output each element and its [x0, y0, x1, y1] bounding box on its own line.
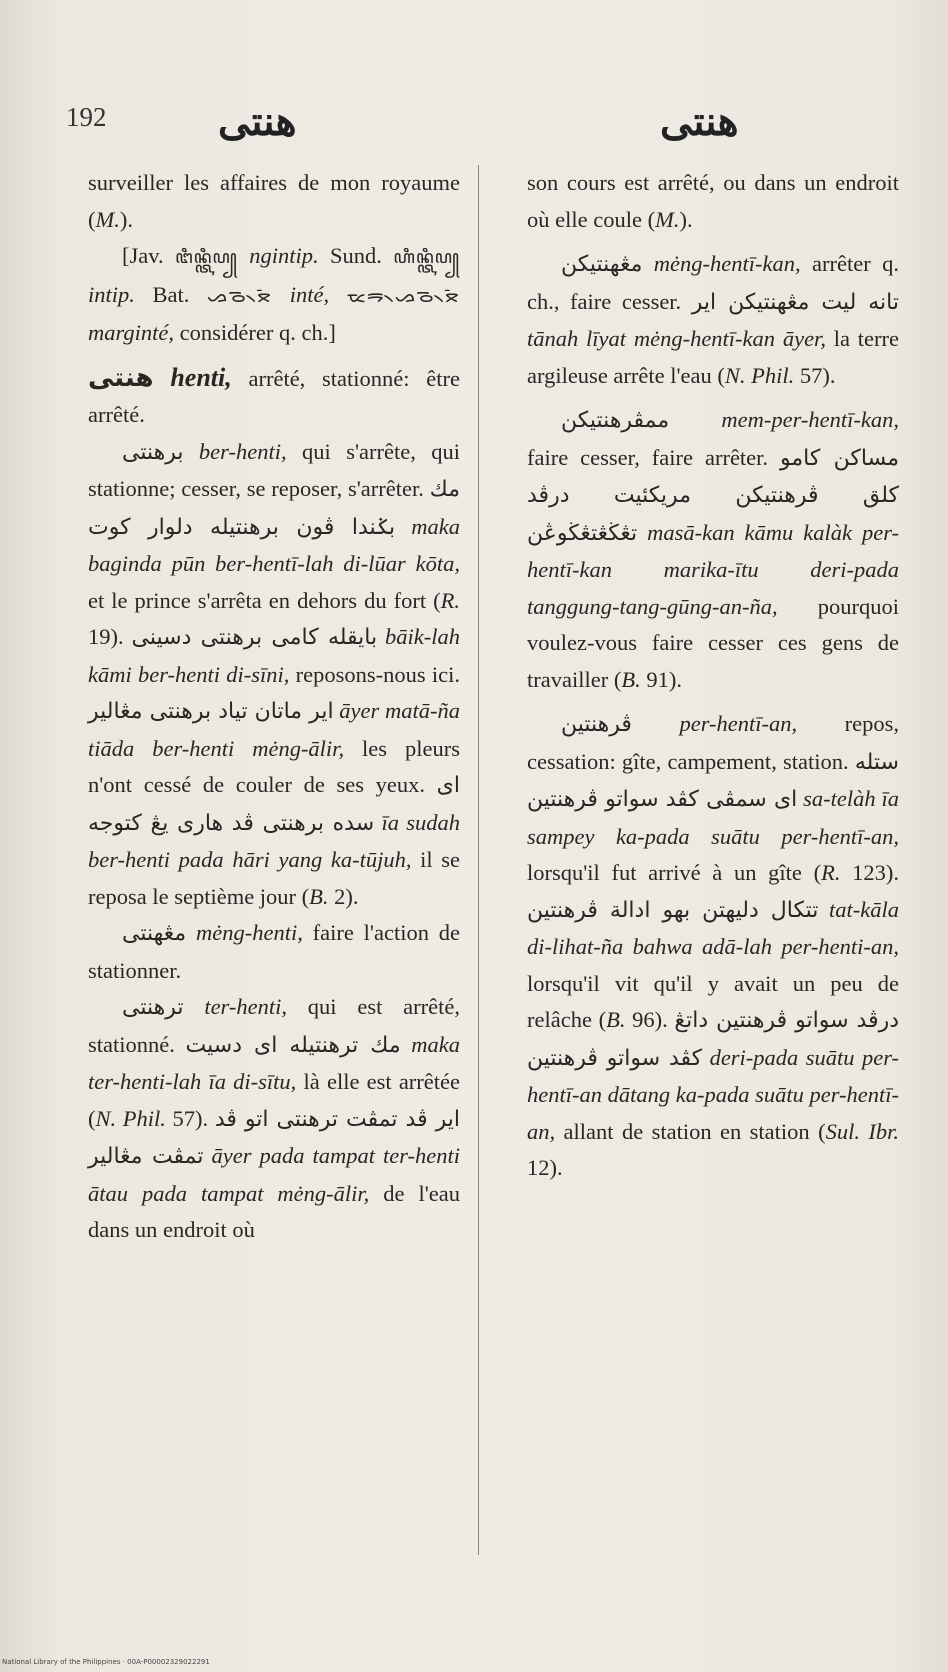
example-arabic: اى سده برهنتى ڤد هارى يڠ كتوجه	[88, 773, 461, 836]
headword-entry	[88, 360, 460, 434]
headword-transliteration: henti,	[170, 362, 232, 392]
left-column	[88, 165, 460, 1249]
example-arabic: اير ماتان تياد برهنتى مڠالير	[88, 699, 334, 724]
subentry-meng-henti: مڠهنتى mėng-henti, faire l'action de stationner.	[88, 920, 461, 983]
continued-entry: son cours est arrêté, ou dans un endroit où elle coule (M.).	[527, 170, 899, 232]
subentry-ter-henti: ترهنتى ter-henti, qui est arrêté, stationné. مك ترهنتيله اى دسيت maka ter-henti-lah īa di-sītu, là elle est arrêtée (N. Phil. 57). اير ڤد تمڤت ترهنتى اتو ڤد تمڤت مڠالير āyer pada tampat ter-henti ātau pada tampat mėng-ālir, de l'eau dans un endroit où	[88, 994, 461, 1242]
subentry-ber-henti: برهنتى ber-henti, qui s'arrête, qui stationne; cesser, se reposer, s'arrêter. مك بݢندا ڤون برهنتيله دلوار كوت maka baginda pūn ber-hentī-lah di-lūar kōta, et le prince s'arrêta en dehors du fort (R. 19). بايقله كامى برهنتى دسينى bāik-lah kāmi ber-henti di-sīni, reposons-nous ici. اير ماتان تياد برهنتى مڠالير āyer matā-ña tiāda ber-henti mėng-ālir, les pleurs n'ont cessé de couler de ses yeux. اى سده برهنتى ڤد هارى يڠ كتوجه īa sudah ber-henti pada hāri yang ka-tūjuh, il se reposa le septième jour (B. 2).	[88, 438, 461, 909]
example-arabic: تانه ليت مڠهنتيكن اير	[691, 289, 899, 315]
running-head-right: هنتى	[660, 99, 739, 144]
subentry-mem-per-henti-kan: ممڤرهنتيكن mem-per-hentī-kan, faire cesser, faire arrêter. مساكن كامو كلق ڤرهنتيكن مريكئيت درڤد تڠڬڠتڠڬوڠن masā-kan kāmu kalàk per-hentī-kan marika-ītu deri-pada tanggung-tang-gūng-an-ña, pourquoi voulez-vous faire cesser ces gens de travailler (B. 91).	[527, 407, 900, 692]
example-arabic: مك بݢندا ڤون برهنتيله دلوار كوت	[88, 477, 460, 540]
javanese-script: ꦔꦶꦤ꧀ꦠꦶꦥ꧀	[175, 247, 238, 268]
subentry-meng-henti-kan: مڠهنتيكن mėng-hentī-kan, arrêter q. ch., faire cesser. تانه ليت مڠهنتيكن اير tānah līyat mėng-hentī-kan āyer, la terre argileuse arrête l'eau (N. Phil. 57).	[527, 251, 900, 388]
page-number: 192	[66, 102, 107, 132]
headword-arabic: هنتى	[88, 362, 154, 393]
subentry-per-henti-an: ڤرهنتين per-hentī-an, repos, cessation: gîte, campement, station. ستله اى سمڤى كڤد سواتو ڤرهنتين sa-telàh īa sampey ka-pada suātu per-hentī-an, lorsqu'il fut arrivé à un gîte (R. 123). تتكال دليهتن بهو ادالة ڤرهنتين tat-kāla di-lihat-ña bahwa adā-lah per-henti-an, lorsqu'il vit qu'il y avait un peu de relâche (B. 96). درڤد سواتو ڤرهنتين داتڠ كڤد سواتو ڤرهنتين deri-pada suātu per-hentī-an dātang ka-pada suātu per-hentī-an, allant de station en station (Sul. Ibr. 12).	[527, 711, 900, 1180]
right-column	[527, 165, 899, 1187]
batak-script: ᯀᯉ᯲ᯖᯩ	[206, 285, 273, 307]
scan-footer: National Library of the Philippines · 00A-P00002329022291	[2, 1658, 210, 1666]
example-arabic: اير ڤد تمڤت ترهنتى اتو ڤد تمڤت مڠالير	[88, 1106, 461, 1169]
example-arabic: ستله اى سمڤى كڤد سواتو ڤرهنتين	[527, 749, 899, 812]
example-arabic: بايقله كامى برهنتى دسينى	[131, 625, 378, 650]
column-divider	[478, 165, 479, 1555]
continued-entry: surveiller les affaires de mon royaume (M.).	[88, 170, 460, 232]
running-head-left: هنتى	[218, 99, 297, 144]
etymology-note: [Jav. ꦔꦶꦤ꧀ꦠꦶꦥ꧀ ngintip. Sund. ꦲꦶꦤ꧀ꦠꦶꦥ꧀ intip. Bat. ᯀᯉ᯲ᯖᯩ inté, ᯔᯒ᯲ᯀᯉ᯲ᯖᯩ marginté, considérer q. ch.]	[88, 243, 461, 345]
example-arabic: درڤد سواتو ڤرهنتين داتڠ كڤد سواتو ڤرهنتين	[527, 1008, 900, 1071]
example-arabic: مساكن كامو كلق ڤرهنتيكن مريكئيت درڤد تڠڬڠتڠڬوڠن	[527, 445, 900, 546]
example-arabic: مك ترهنتيله اى دسيت	[185, 1032, 401, 1058]
example-arabic: تتكال دليهتن بهو ادالة ڤرهنتين	[527, 897, 819, 923]
sundanese-script: ꦲꦶꦤ꧀ꦠꦶꦥ꧀	[393, 247, 460, 268]
page-header	[0, 98, 948, 158]
headword-definition: arrêté, stationné: être arrêté.	[88, 365, 460, 427]
batak-script: ᯔᯒ᯲ᯀᯉ᯲ᯖᯩ	[346, 285, 461, 307]
